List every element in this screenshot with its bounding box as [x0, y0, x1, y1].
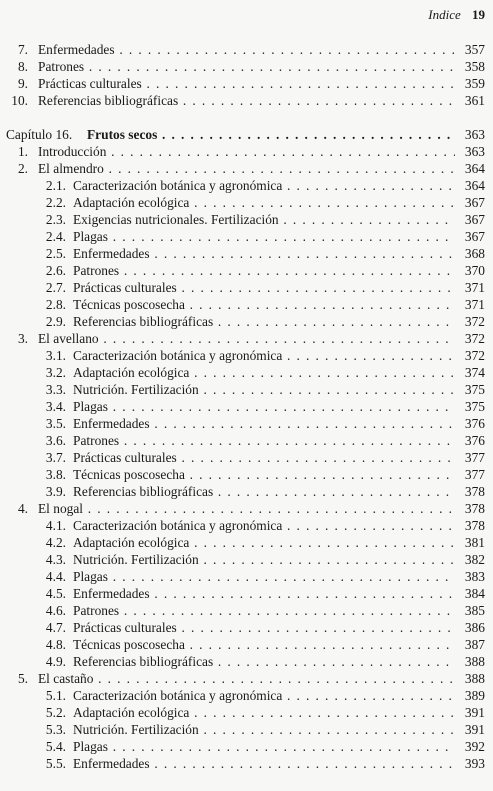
toc-entry-page: 371: [464, 297, 485, 312]
toc-entry-page: 385: [464, 603, 485, 618]
toc-entry: [0, 313, 493, 330]
toc-entry: [0, 619, 493, 636]
toc-entry-page: 378: [464, 501, 485, 516]
toc-entry: [0, 653, 493, 670]
toc-entry-title: Introducción . . .: [38, 143, 455, 160]
toc-entry-page: 367: [464, 229, 485, 244]
toc-entry: [0, 636, 493, 653]
toc-entry: [0, 92, 493, 109]
toc-entry-page: 375: [464, 399, 485, 414]
table-of-contents: [0, 41, 493, 772]
toc-entry-title: Patrones . . .: [73, 432, 455, 449]
toc-entry-number: 2.: [17, 161, 28, 176]
toc-entry-number: Capítulo 16.: [6, 127, 73, 142]
toc-entry-page: 384: [464, 586, 485, 601]
toc-entry: [0, 517, 493, 534]
toc-entry-title: El avellano . . .: [38, 330, 455, 347]
toc-entry-title: Caracterización botánica y agronómica . . .: [73, 687, 455, 704]
toc-entry: [0, 721, 493, 738]
toc-entry-number: 2.7.: [45, 280, 66, 295]
toc-entry-page: 358: [464, 59, 485, 74]
toc-entry: [0, 687, 493, 704]
toc-entry-page: 381: [464, 535, 485, 550]
toc-entry-title: Plagas . . .: [73, 228, 455, 245]
toc-entry-title: Patrones . . .: [38, 58, 455, 75]
toc-entry-page: 386: [464, 620, 485, 635]
toc-entry-page: 391: [464, 722, 485, 737]
toc-entry-page: 364: [464, 161, 485, 176]
toc-entry-title: Adaptación ecológica . . .: [73, 534, 455, 551]
running-header: [428, 7, 485, 23]
toc-entry: [0, 500, 493, 517]
toc-entry-title: Prácticas culturales . . .: [73, 449, 455, 466]
toc-entry-page: 368: [464, 246, 485, 261]
toc-entry-title: Adaptación ecológica . . .: [73, 364, 455, 381]
toc-entry-title: Referencias bibliográficas . . .: [73, 653, 455, 670]
toc-entry-title: Enfermedades . . .: [38, 41, 455, 58]
toc-entry-page: 372: [464, 314, 485, 329]
toc-entry-page: 363: [464, 144, 485, 159]
toc-entry-title: Técnicas poscosecha . . .: [73, 296, 455, 313]
toc-entry: [0, 143, 493, 160]
toc-entry-title: Caracterización botánica y agronómica . . .: [73, 517, 455, 534]
toc-entry-number: 2.3.: [45, 212, 66, 227]
toc-entry-title: Plagas . . .: [73, 568, 455, 585]
toc-entry-title: El nogal . . .: [38, 500, 455, 517]
toc-entry-number: 2.8.: [45, 297, 66, 312]
toc-entry-number: 8.: [17, 59, 28, 74]
toc-entry-number: 4.6.: [45, 603, 66, 618]
toc-entry-title: Nutrición. Fertilización . . .: [73, 551, 455, 568]
toc-entry: [0, 245, 493, 262]
toc-entry-number: 5.2.: [45, 705, 66, 720]
toc-entry: [0, 279, 493, 296]
toc-entry-title: Exigencias nutricionales. Fertilización . . .: [73, 211, 455, 228]
toc-entry-page: 392: [464, 739, 485, 754]
toc-entry-number: 2.9.: [45, 314, 66, 329]
toc-entry-title: Enfermedades . . .: [73, 755, 455, 772]
toc-entry-number: 3.: [17, 331, 28, 346]
toc-entry-title: Referencias bibliográficas . . .: [73, 483, 455, 500]
toc-entry-number: 4.1.: [45, 518, 66, 533]
toc-entry-title: Técnicas poscosecha . . .: [73, 636, 455, 653]
toc-entry-number: 4.3.: [45, 552, 66, 567]
toc-entry: [0, 483, 493, 500]
toc-entry: [0, 364, 493, 381]
toc-entry: [0, 194, 493, 211]
toc-entry: [0, 551, 493, 568]
toc-entry-page: 378: [464, 484, 485, 499]
toc-entry: [0, 347, 493, 364]
toc-entry-page: 377: [464, 467, 485, 482]
toc-entry-page: 378: [464, 518, 485, 533]
toc-entry-page: 388: [464, 654, 485, 669]
toc-entry-number: 2.1.: [45, 178, 66, 193]
toc-entry-title: Plagas . . .: [73, 738, 455, 755]
toc-entry-page: 377: [464, 450, 485, 465]
toc-entry-number: 4.2.: [45, 535, 66, 550]
toc-entry: [0, 381, 493, 398]
toc-entry: [0, 432, 493, 449]
toc-entry-number: 3.1.: [45, 348, 66, 363]
toc-entry-title: Patrones . . .: [73, 262, 455, 279]
toc-entry-title: Prácticas culturales . . .: [73, 279, 455, 296]
toc-entry-page: 388: [464, 671, 485, 686]
toc-entry-page: 383: [464, 569, 485, 584]
toc-entry: [0, 738, 493, 755]
toc-entry: [0, 398, 493, 415]
toc-entry-number: 3.3.: [45, 382, 66, 397]
toc-entry-page: 367: [464, 212, 485, 227]
toc-entry-page: 363: [464, 127, 485, 142]
toc-entry-page: 391: [464, 705, 485, 720]
toc-entry: [0, 449, 493, 466]
toc-entry-page: 376: [464, 416, 485, 431]
toc-entry: [0, 296, 493, 313]
toc-entry-title: Nutrición. Fertilización . . .: [73, 381, 455, 398]
toc-entry-number: 2.4.: [45, 229, 66, 244]
toc-entry: [0, 466, 493, 483]
toc-entry: [0, 58, 493, 75]
toc-entry-page: 387: [464, 637, 485, 652]
toc-entry-title: Referencias bibliográficas . . .: [73, 313, 455, 330]
toc-entry-number: 3.5.: [45, 416, 66, 431]
toc-entry-number: 2.6.: [45, 263, 66, 278]
toc-entry-title: Enfermedades . . .: [73, 585, 455, 602]
toc-entry: [0, 415, 493, 432]
toc-entry-page: 372: [464, 348, 485, 363]
toc-entry-number: 5.4.: [45, 739, 66, 754]
toc-entry-number: 9.: [17, 76, 28, 91]
toc-entry: [0, 177, 493, 194]
toc-entry: [0, 41, 493, 58]
header-title: Indice: [428, 7, 461, 22]
toc-entry: [0, 585, 493, 602]
toc-entry-number: 5.5.: [45, 756, 66, 771]
toc-entry-number: 5.: [17, 671, 28, 686]
toc-entry-page: 376: [464, 433, 485, 448]
toc-entry-number: 5.1.: [45, 688, 66, 703]
toc-entry-title: Enfermedades . . .: [73, 245, 455, 262]
toc-entry-title: El castaño . . .: [38, 670, 455, 687]
toc-entry-number: 3.9.: [45, 484, 66, 499]
toc-entry-number: 10.: [11, 93, 28, 108]
toc-entry-number: 4.: [17, 501, 28, 516]
toc-entry-page: 359: [464, 76, 485, 91]
toc-chapter-heading: [0, 126, 493, 143]
toc-entry-number: 5.3.: [45, 722, 66, 737]
toc-entry-number: 3.6.: [45, 433, 66, 448]
toc-entry-title: El almendro . . .: [38, 160, 455, 177]
toc-entry-page: 357: [464, 42, 485, 57]
toc-entry-title: Plagas . . .: [73, 398, 455, 415]
toc-entry-page: 364: [464, 178, 485, 193]
toc-entry: [0, 330, 493, 347]
toc-entry-page: 375: [464, 382, 485, 397]
toc-entry-number: 4.4.: [45, 569, 66, 584]
toc-entry-title: Caracterización botánica y agronómica . . .: [73, 347, 455, 364]
toc-entry-number: 4.5.: [45, 586, 66, 601]
toc-entry-number: 4.9.: [45, 654, 66, 669]
toc-entry-title: Frutos secos . . .: [87, 126, 455, 143]
toc-entry-page: 367: [464, 195, 485, 210]
toc-entry-page: 389: [464, 688, 485, 703]
toc-entry-number: 2.2.: [45, 195, 66, 210]
toc-entry-title: Referencias bibliográficas . . .: [38, 92, 455, 109]
toc-entry-page: 371: [464, 280, 485, 295]
toc-entry-number: 7.: [17, 42, 28, 57]
toc-entry-page: 382: [464, 552, 485, 567]
toc-entry-title: Caracterización botánica y agronómica . . .: [73, 177, 455, 194]
header-page-number: 19: [472, 7, 485, 22]
toc-entry: [0, 75, 493, 92]
toc-entry: [0, 160, 493, 177]
toc-entry-page: 393: [464, 756, 485, 771]
toc-entry-title: Prácticas culturales . . .: [38, 75, 455, 92]
toc-entry-page: 370: [464, 263, 485, 278]
toc-entry-title: Enfermedades . . .: [73, 415, 455, 432]
toc-entry: [0, 602, 493, 619]
toc-entry: [0, 755, 493, 772]
toc-entry-title: Patrones . . .: [73, 602, 455, 619]
toc-entry-number: 2.5.: [45, 246, 66, 261]
toc-entry-number: 4.8.: [45, 637, 66, 652]
toc-entry-page: 374: [464, 365, 485, 380]
toc-entry-title: Adaptación ecológica . . .: [73, 704, 455, 721]
toc-entry: [0, 704, 493, 721]
toc-entry-page: 361: [464, 93, 485, 108]
toc-entry-title: Nutrición. Fertilización . . .: [73, 721, 455, 738]
toc-entry-title: Prácticas culturales . . .: [73, 619, 455, 636]
toc-entry-number: 3.4.: [45, 399, 66, 414]
toc-entry-page: 372: [464, 331, 485, 346]
toc-entry: [0, 211, 493, 228]
toc-entry-title: Adaptación ecológica . . .: [73, 194, 455, 211]
toc-entry: [0, 534, 493, 551]
toc-entry: [0, 262, 493, 279]
toc-entry: [0, 228, 493, 245]
toc-entry: [0, 670, 493, 687]
toc-entry-title: Técnicas poscosecha . . .: [73, 466, 455, 483]
toc-entry-number: 3.2.: [45, 365, 66, 380]
toc-entry-number: 3.7.: [45, 450, 66, 465]
toc-entry-number: 1.: [17, 144, 28, 159]
toc-entry: [0, 568, 493, 585]
toc-entry-number: 3.8.: [45, 467, 66, 482]
toc-entry-number: 4.7.: [45, 620, 66, 635]
